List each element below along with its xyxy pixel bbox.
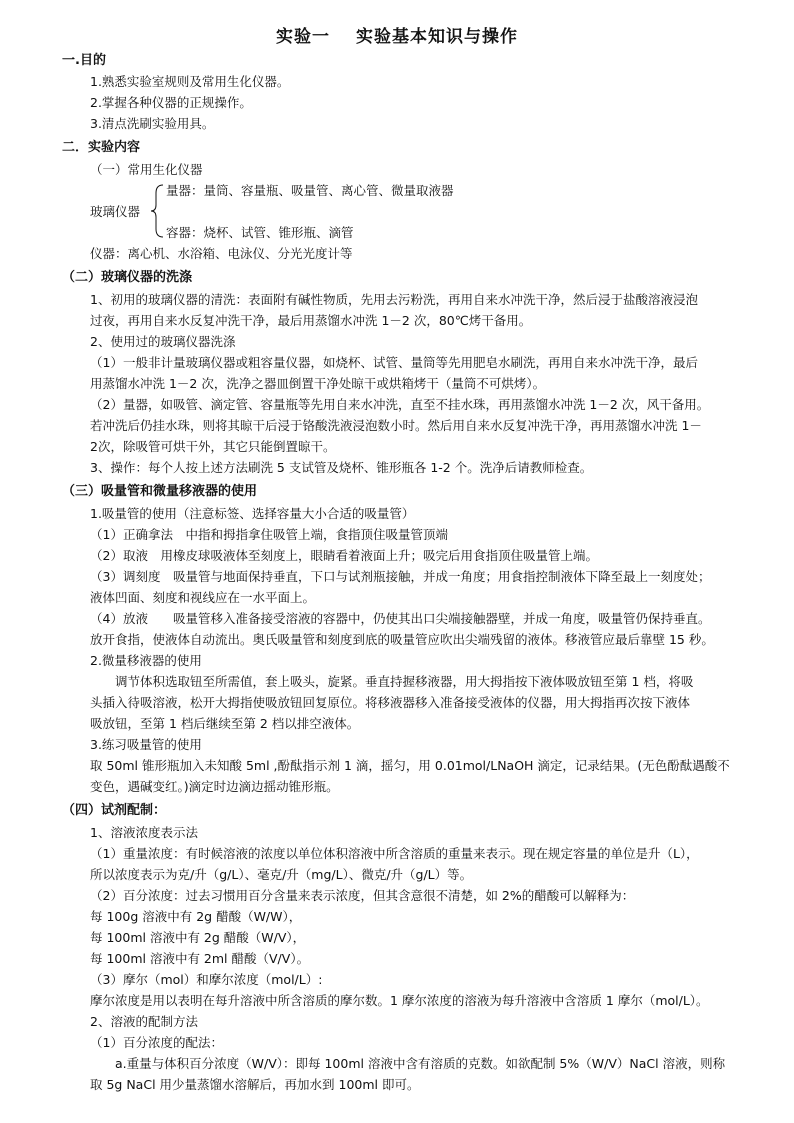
body-line: 用蒸馏水冲洗 1－2 次，洗净之器皿倒置干净处晾干或烘箱烤干（量筒不可烘烤）。 [90,376,546,391]
body-line: 2、溶液的配制方法 [90,1014,198,1029]
glass-container-line: 容器：烧杯、试管、锥形瓶、滴管 [166,225,354,240]
section-heading-pipette: （三）吸量管和微量移液器的使用 [62,484,258,499]
body-line: （1）百分浓度的配法： [90,1035,223,1050]
body-line: 1、初用的玻璃仪器的清洗：表面附有碱性物质，先用去污粉洗，再用自来水冲洗干净，然后浸于盐酸溶液浸泡 [90,292,698,307]
brace-icon [150,183,164,239]
purpose-item: 3.清点洗刷实验用具。 [90,116,215,131]
body-line: （1）重量浓度：有时候溶液的浓度以单位体积溶液中所含溶质的重量来表示。现在规定容量的单位是升（L）， [90,846,699,861]
body-line: 2.微量移液器的使用 [90,653,202,668]
subheading-instruments: （一）常用生化仪器 [90,162,203,177]
section-heading-washing: （二）玻璃仪器的洗涤 [62,270,193,285]
body-line: 若冲洗后仍挂水珠，则将其晾干后浸于铬酸洗液浸泡数小时。然后用自来水反复冲洗干净，再用蒸馏水冲洗 1－ [90,418,702,433]
body-line: 变色，遇碱变红。)滴定时边滴边摇动锥形瓶。 [90,779,339,794]
body-line: 2、使用过的玻璃仪器洗涤 [90,334,236,349]
body-line: 取 50ml 锥形瓶加入未知酸 5ml ,酚酞指示剂 1 滴，摇匀，用 0.01mol/LNaOH 滴定，记录结果。(无色酚酞遇酸不 [90,758,730,773]
purpose-item: 2.掌握各种仪器的正规操作。 [90,95,252,110]
body-line: 3、操作：每个人按上述方法刷洗 5 支试管及烧杯、锥形瓶各 1-2 个。洗净后请教师检查。 [90,460,593,475]
section-heading-purpose: 一.目的 [62,53,106,68]
title-part1: 实验一 [276,27,330,47]
page-title [0,22,794,47]
body-line: 1、溶液浓度表示法 [90,825,198,840]
body-line: （1）正确拿法 中指和拇指拿住吸管上端，食指顶住吸量管顶端 [90,527,448,542]
body-line: a.重量与体积百分浓度（W/V）：即每 100ml 溶液中含有溶质的克数。如欲配制 5%（W/V）NaCl 溶液，则称 [90,1056,726,1071]
instruments-line: 仪器：离心机、水浴箱、电泳仪、分光光度计等 [90,246,353,261]
glass-label: 玻璃仪器 [90,204,141,219]
body-line: （2）百分浓度：过去习惯用百分含量来表示浓度，但其含意很不清楚，如 2%的醋酸可以解释为： [90,888,635,903]
body-line: （3）摩尔（mol）和摩尔浓度（mol/L）: [90,972,323,987]
body-line: （1）一般非计量玻璃仪器或粗容量仪器，如烧杯、试管、量筒等先用肥皂水刷洗，再用自来水冲洗干净，最后 [90,355,698,370]
body-line: 每 100g 溶液中有 2g 醋酸（W/W）， [90,909,302,924]
body-line: 调节体积选取钮至所需值，套上吸头，旋紧。垂直持握移液器，用大拇指按下液体吸放钮至第 1 档，将吸 [90,674,694,689]
body-line: （3）调刻度 吸量管与地面保持垂直，下口与试剂瓶接触，并成一角度；用食指控制液体下降至最上一刻度处； [90,569,711,584]
body-line: 吸放钮，至第 1 档后继续至第 2 档以排空液体。 [90,716,360,731]
body-line: （2）取液 用橡皮球吸液体至刻度上，眼睛看着液面上升；吸完后用食指顶住吸量管上端。 [90,548,598,563]
body-line: 所以浓度表示为克/升（g/L）、毫克/升（mg/L）、微克/升（g/L）等。 [90,867,473,882]
section-heading-reagents: （四）试剂配制： [62,803,167,818]
body-line: 1.吸量管的使用（注意标签、选择容量大小合适的吸量管） [90,506,415,521]
body-line: 每 100ml 溶液中有 2ml 醋酸（V/V）。 [90,951,310,966]
body-line: 2次，除吸管可烘干外，其它只能倒置晾干。 [90,439,336,454]
body-line: （2）量器，如吸管、滴定管、容量瓶等先用自来水冲洗，直至不挂水珠，再用蒸馏水冲洗 1－2 次，风干备用。 [90,397,710,412]
body-line: 液体凹面、刻度和视线应在一水平面上。 [90,590,316,605]
body-line: 放开食指，使液体自动流出。奥氏吸量管和刻度到底的吸量管应吹出尖端残留的液体。移液管应最后靠壁 15 秒。 [90,632,714,647]
section-heading-content: 二．实验内容 [62,140,141,155]
body-line: 头插入待吸溶液，松开大拇指使吸放钮回复原位。将移液器移入准备接受液体的仪器，用大拇指再次按下液体 [90,695,691,710]
body-line: 每 100ml 溶液中有 2g 醋酸（W/V）， [90,930,306,945]
body-line: 3.练习吸量管的使用 [90,737,202,752]
body-line: （4）放液 吸量管移入准备接受溶液的容器中，仍使其出口尖端接触器壁，并成一角度，吸量管仍保持垂直。 [90,611,711,626]
title-part2: 实验基本知识与操作 [356,27,518,47]
body-line: 摩尔浓度是用以表明在每升溶液中所含溶质的摩尔数。1 摩尔浓度的溶液为每升溶液中含溶质 1 摩尔（mol/L）。 [90,993,709,1008]
body-line: 过夜，再用自来水反复冲洗干净，最后用蒸馏水冲洗 1－2 次，80℃烤干备用。 [90,313,532,328]
purpose-item: 1.熟悉实验室规则及常用生化仪器。 [90,74,290,89]
glass-measure-line: 量器：量筒、容量瓶、吸量管、离心管、微量取液器 [166,183,454,198]
body-line: 取 5g NaCl 用少量蒸馏水溶解后，再加水到 100ml 即可。 [90,1077,420,1092]
